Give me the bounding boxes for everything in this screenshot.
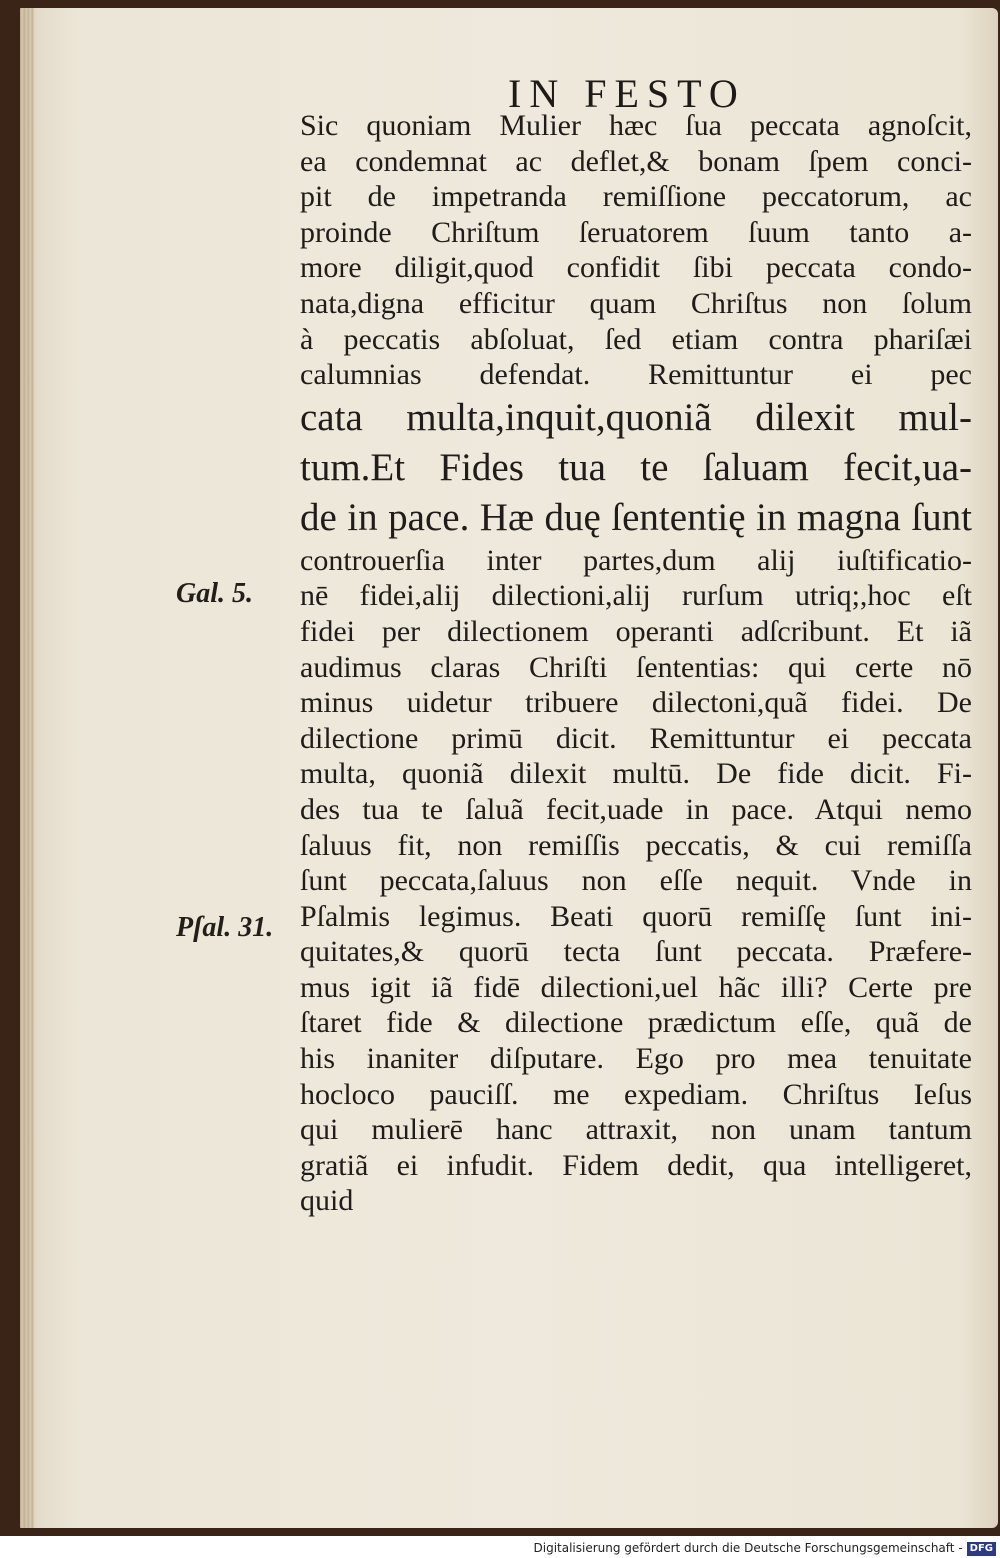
text-line: à peccatis abſoluat, ſed etiam contra phariſæi (300, 322, 972, 356)
text-line: minus uidetur tribuere dilectoni,quã fidei. De (300, 686, 972, 720)
text-line: calumnias defendat. Remittuntur ei pec (300, 358, 972, 392)
text-line: his inaniter diſputare. Ego pro mea tenuitate (300, 1042, 972, 1076)
text-line: audimus claras Chriſti ſententias: qui certe nō (300, 650, 972, 684)
text-line: ſtaret fide & dilectione prædictum eſſe, quã de (300, 1006, 972, 1040)
text-line: Sic quoniam Mulier hæc ſua peccata agnoſcit, (300, 109, 972, 142)
text-line: ſunt peccata,ſaluus non eſſe nequit. Vnde in (300, 864, 972, 898)
running-header: IN FESTO (508, 71, 746, 116)
dfg-logo: DFG (967, 1542, 996, 1556)
text-line: pit de impetranda remiſſione peccatorum, ac (300, 180, 972, 214)
margin-note-psal: Pſal. 31. (176, 912, 274, 943)
text-line: proinde Chriſtum ſeruatorem ſuum tanto a- (300, 215, 972, 249)
footer-credit-text: Digitalisierung gefördert durch die Deutsche Forschungsgemeinschaft - (533, 1541, 963, 1555)
text-line: des tua te ſaluã fecit,uade in pace. Atqui nemo (300, 792, 972, 826)
margin-note-gal: Gal. 5. (176, 578, 253, 609)
text-line: controuerſia inter partes,dum alij iuſtificatio- (300, 543, 972, 577)
text-line: qui mulierē hanc attraxit, non unam tantum (300, 1113, 972, 1147)
text-line-large: cata multa,inquit,quoniã dilexit mul- (300, 395, 972, 439)
text-line: quid (300, 1184, 354, 1218)
text-line: fidei per dilectionem operanti adſcribunt. Et iã (300, 614, 972, 648)
text-line: gratiã ei infudit. Fidem dedit, qua intelligeret, (300, 1148, 972, 1182)
text-line: quitates,& quorū tecta ſunt peccata. Præfere- (300, 935, 972, 969)
text-line: hocloco pauciſſ. me expediam. Chriſtus Ieſus (300, 1077, 972, 1111)
page-edge (20, 8, 34, 1528)
text-line: more diligit,quod confidit ſibi peccata condo- (300, 251, 972, 285)
text-line: Pſalmis legimus. Beati quorū remiſſę ſunt ini- (300, 899, 972, 933)
text-line: nē fidei,alij dilectioni,alij rurſum utriq;,hoc eſt (300, 579, 972, 613)
text-line-large: tum.Et Fides tua te ſaluam fecit,ua- (300, 445, 972, 489)
body-text (300, 108, 972, 1219)
text-line: nata,digna efficitur quam Chriſtus non ſolum (300, 286, 972, 320)
text-line: mus igit iã fidē dilectioni,uel hãc illi? Certe pre (300, 970, 972, 1004)
text-line-large: de in pace. Hæ duę ſententię in magna ſunt (300, 495, 972, 539)
text-line: ea condemnat ac deflet,& bonam ſpem conci- (300, 144, 972, 178)
text-line: ſaluus fit, non remiſſis peccatis, & cui remiſſa (300, 828, 972, 862)
text-line: dilectione primū dicit. Remittuntur ei peccata (300, 721, 972, 755)
text-line: multa, quoniã dilexit multū. De fide dicit. Fi- (300, 757, 972, 791)
footer-credit (0, 1538, 996, 1558)
